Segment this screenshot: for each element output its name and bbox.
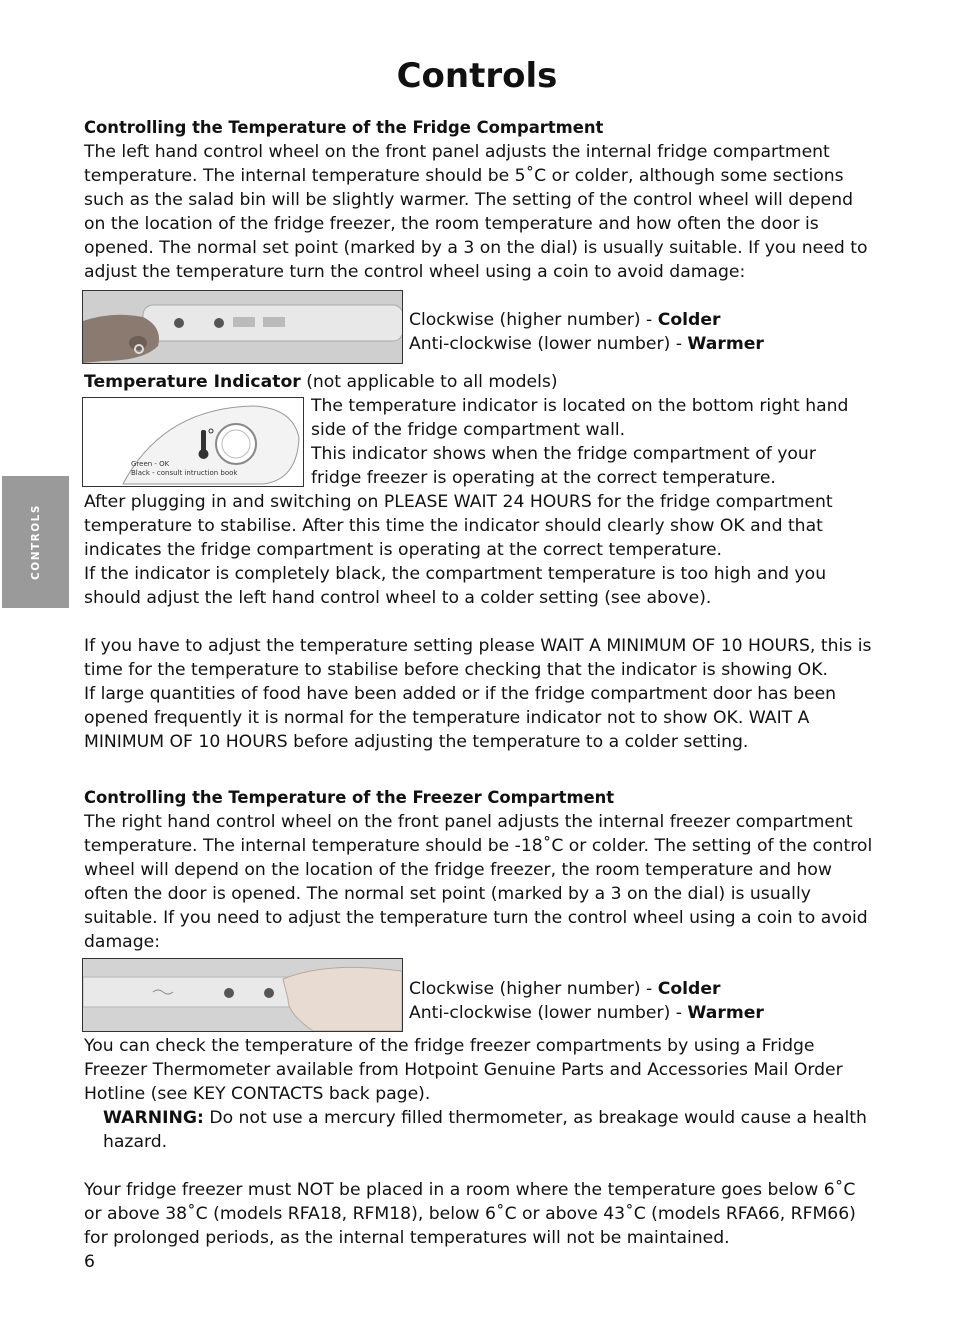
indicator-purpose: This indicator shows when the fridge compartment of your fridge freezer is operating at the correct temperature. [311, 444, 816, 488]
indicator-wait-24: After plugging in and switching on PLEASE WAIT 24 HOURS for the fridge compartment temperature to stabilise. After this time the indicator should clearly show OK and that indicates the fridge compartment is operating at the correct temperature. [84, 492, 833, 560]
fridge-section [84, 116, 874, 284]
indicator-heading: Temperature Indicator [84, 372, 301, 392]
indicator-heading-line [84, 370, 874, 394]
thermometer-text: You can check the temperature of the fridge freezer compartments by using a Fridge Freezer Thermometer available from Hotpoint Genuine Parts and Accessories Mail Order Hotline (see KEY CONTACTS back page). [84, 1036, 843, 1104]
freezer-section [84, 786, 874, 954]
freezer-caption [409, 977, 764, 1025]
freezer-control-illustration [83, 959, 402, 1031]
warning-paragraph [84, 1106, 874, 1154]
freezer-body: The right hand control wheel on the front panel adjusts the internal freezer compartment temperature. The internal temperature should be -18˚C or colder. The setting of the control wheel will depend on the location of the fridge freezer, the room temperature and how often the door is opened. The normal set point (marked by a 3 on the dial) is usually suitable. If you need to adjust the temperature turn the control wheel using a coin to avoid damage: [84, 812, 873, 952]
fridge-anticlockwise-text: Anti-clockwise (lower number) - [409, 334, 688, 354]
indicator-black: If the indicator is completely black, the compartment temperature is too high and you should adjust the left hand control wheel to a colder setting (see above). [84, 564, 827, 608]
indicator-large-quantities: If large quantities of food have been added or if the fridge compartment door has been opened frequently it is normal for the temperature indicator not to show OK. WAIT A MINIMUM OF 10 HOURS before adjusting the temperature to a colder setting. [84, 684, 837, 752]
fridge-clockwise-text: Clockwise (higher number) - [409, 310, 658, 330]
indicator-photo [82, 397, 304, 487]
freezer-warmer-label: Warmer [687, 1003, 764, 1023]
fridge-heading: Controlling the Temperature of the Fridge Compartment [84, 118, 604, 137]
page-title: Controls [396, 56, 558, 96]
freezer-colder-label: Colder [657, 979, 721, 999]
fridge-control-illustration [83, 291, 402, 363]
warning-label: WARNING: [103, 1108, 204, 1128]
indicator-wait-10: If you have to adjust the temperature setting please WAIT A MINIMUM OF 10 HOURS, this is time for the temperature to stabilise before checking that the indicator is showing OK. [84, 636, 872, 680]
indicator-label-green: Green - OK [131, 460, 170, 468]
warning-text: Do not use a mercury filled thermometer, as breakage would cause a health hazard. [103, 1108, 867, 1152]
indicator-heading-note: (not applicable to all models) [300, 372, 558, 392]
freezer-anticlockwise-text: Anti-clockwise (lower number) - [409, 1003, 688, 1023]
indicator-label-black: Black - consult intruction book [131, 469, 238, 477]
fridge-warmer-label: Warmer [687, 334, 764, 354]
freezer-heading: Controlling the Temperature of the Freezer Compartment [84, 788, 615, 807]
indicator-right-text [311, 394, 871, 490]
side-tab-label: CONTROLS [29, 504, 42, 580]
side-tab [2, 476, 69, 608]
indicator-body [84, 490, 874, 754]
indicator-location: The temperature indicator is located on the bottom right hand side of the fridge compartment wall. [311, 396, 849, 440]
page-number: 6 [84, 1252, 95, 1272]
fridge-caption [409, 308, 764, 356]
freezer-clockwise-text: Clockwise (higher number) - [409, 979, 658, 999]
fridge-colder-label: Colder [657, 310, 721, 330]
room-temperature-note: Your fridge freezer must NOT be placed in a room where the temperature goes below 6˚C or above 38˚C (models RFA18, RFM18), below 6˚C or above 43˚C (models RFA66, RFM66) for prolonged periods, as the internal temperatures will not be maintained. [84, 1180, 856, 1248]
thermometer-paragraph [84, 1034, 874, 1250]
fridge-body: The left hand control wheel on the front panel adjusts the internal fridge compartment temperature. The internal temperature should be 5˚C or colder, although some sections such as the salad bin will be slightly warmer. The setting of the control wheel will depend on the location of the fridge freezer, the room temperature and how often the door is opened. The normal set point (marked by a 3 on the dial) is usually suitable. If you need to adjust the temperature turn the control wheel using a coin to avoid damage: [84, 142, 868, 282]
fridge-control-photo [82, 290, 403, 364]
freezer-control-photo [82, 958, 403, 1032]
